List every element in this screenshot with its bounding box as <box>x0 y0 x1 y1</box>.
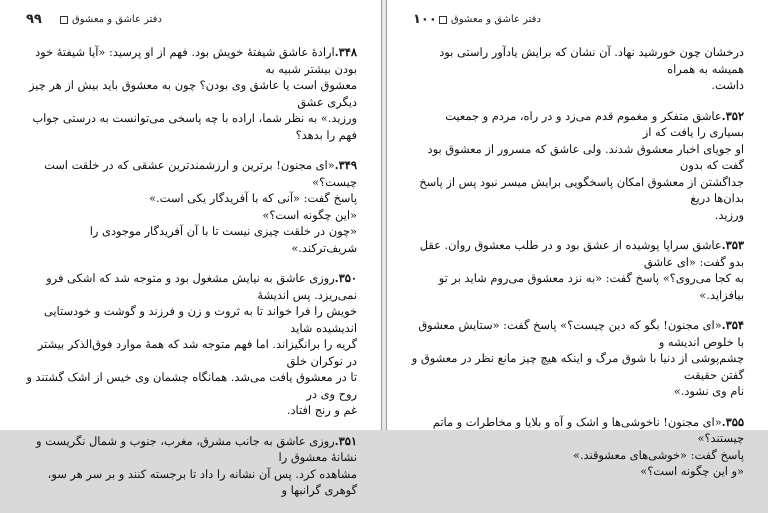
text-line: ۳۴۹.«ای مجنون! برترین و ارزشمندترین عشقی که در خلقت است چیست؟» <box>44 158 357 189</box>
right-page-body <box>411 44 744 494</box>
text-line: «این چگونه است؟» <box>262 207 357 222</box>
text-line: داشت. <box>711 78 744 92</box>
left-page <box>0 0 382 497</box>
page-number-left: ۹۹ <box>26 12 42 27</box>
text-line: معشوق است یا عاشق وی بودن؟ چون به معشوق باید بیش از هر چیز دیگری عشق <box>28 78 357 109</box>
page-number-right: ۱۰۰ <box>413 12 437 27</box>
text-line: ۳۴۸.ارادهٔ عاشق شیفتهٔ خویش بود. فهم از او پرسید: «آیا شیفتهٔ خود بودن بیشتر شبیه به <box>35 45 357 76</box>
paragraph-351-continued <box>411 44 744 94</box>
text-line: خویش را فرا خواند تا به ثروت و زن و فرزند و گوشت و خودستایی اندیشیده شاید <box>43 304 357 335</box>
text-line: پاسخ گفت: «خوشی‌های معشوقند.» <box>572 447 744 462</box>
square-ornament-icon <box>439 16 447 24</box>
text-line: تا در معشوق یافت می‌شد. همانگاه چشمان وی خیس از اشک گشتند و روح وی در <box>26 370 357 401</box>
text-line: غم و رنج افتاد. <box>286 403 357 417</box>
right-page <box>386 0 768 478</box>
text-line: درخشان چون خورشید نهاد. آن نشان که برایش یادآور راستی بود همیشه به همراه <box>439 45 744 76</box>
left-page-body <box>24 44 357 513</box>
paragraph-349 <box>24 157 357 256</box>
paragraph-351 <box>24 433 357 499</box>
left-page-header <box>26 14 355 34</box>
text-line: ۳۵۲.عاشق متفکر و مغموم قدم می‌زد و در راه، مردم و جمعیت بسیاری را یافت که از <box>445 108 744 139</box>
paragraph-number: ۳۵۵. <box>721 414 744 429</box>
paragraph-number: ۳۵۲. <box>721 108 744 123</box>
paragraph-348 <box>24 44 357 143</box>
text-line: نام وی نشود.» <box>673 384 744 398</box>
paragraph-number: ۳۵۰. <box>334 271 357 285</box>
paragraph-350 <box>24 270 357 419</box>
text-line: به کجا می‌روی؟» پاسخ گفت: «به نزد معشوق می‌روم شاید بر تو بیافزاید.» <box>438 271 744 302</box>
text-line: گریه را برانگیزاند. اما فهم متوجه شد که همهٔ موارد فوق‌الذکر بیشتر در نوکران خلق <box>37 337 357 368</box>
text-line: ۳۵۵.«ای مجنون! ناخوشی‌ها و اشک و آه و بلایا و مخاطرات و ماتم چیستند؟» <box>432 414 744 445</box>
running-title-left <box>56 14 162 25</box>
running-title-text-left: دفتر عاشق و معشوق <box>72 14 162 25</box>
text-line: «چون در خلقت چیزی نیست تا با آن آفریدگار موجودی را شریف‌ترکند.» <box>89 224 357 255</box>
text-line: ۳۵۰.روزی عاشق به نیایش مشغول بود و متوجه شد که اشکی فرو نمی‌ریزد. پس اندیشهٔ <box>46 271 357 302</box>
paragraph-number: ۳۵۱. <box>334 433 357 448</box>
text-line: جداگشتن از معشوق امکان پاسخگویی برایش میسر نبود پس از پاسخ بدان‌ها دریغ <box>419 174 744 205</box>
text-line: او جویای اخبار معشوق شدند. ولی عاشق که مسرور از معشوق بود گفت که بدون <box>427 141 744 172</box>
square-ornament-icon <box>60 16 68 24</box>
text-line: مشاهده کرد. پس آن نشانه را داد تا برجسته کنند و بر سر هر سو، گوهری گرانبها و <box>47 466 357 497</box>
paragraph-355 <box>411 414 744 480</box>
paragraph-number: ۳۵۴. <box>721 318 744 332</box>
text-line: ورزید. <box>714 207 744 222</box>
paragraph-number: ۳۴۹. <box>334 158 357 172</box>
paragraph-353 <box>411 237 744 303</box>
running-title-text-right: دفتر عاشق و معشوق <box>451 14 541 25</box>
running-title-right <box>435 14 541 25</box>
paragraph-number: ۳۵۳. <box>721 238 744 252</box>
text-line: ۳۵۴.«ای مجنون! بگو که دین چیست؟» پاسخ گفت: «ستایش معشوق با خلوص اندیشه و <box>418 318 744 349</box>
paragraph-352 <box>411 108 744 224</box>
text-line: ورزید.» به نظر شما، اراده با چه پاسخی می‌توانست به درستی جواب فهم را بدهد؟ <box>32 111 357 142</box>
text-line: ۳۵۳.عاشق سراپا پوشیده از عشق بود و در طلب معشوق روان. عقل بدو گفت: «ای عاشق <box>419 238 744 269</box>
text-line: «و این چگونه است؟» <box>640 464 744 478</box>
paragraph-354 <box>411 317 744 400</box>
right-page-header <box>413 14 742 34</box>
paragraph-number: ۳۴۸. <box>334 45 357 59</box>
text-line: پاسخ گفت: «آنی که با آفریدگار یکی است.» <box>149 191 357 205</box>
text-line: ۳۵۱.روزی عاشق به جانب مشرق، مغرب، جنوب و شمال نگریست و نشانهٔ معشوق را <box>36 433 357 464</box>
text-line: چشم‌پوشی از دنیا با شوق مرگ و اینکه هیچ چیز مانع نظر در معشوق و گفتن حقیقت <box>411 351 744 382</box>
